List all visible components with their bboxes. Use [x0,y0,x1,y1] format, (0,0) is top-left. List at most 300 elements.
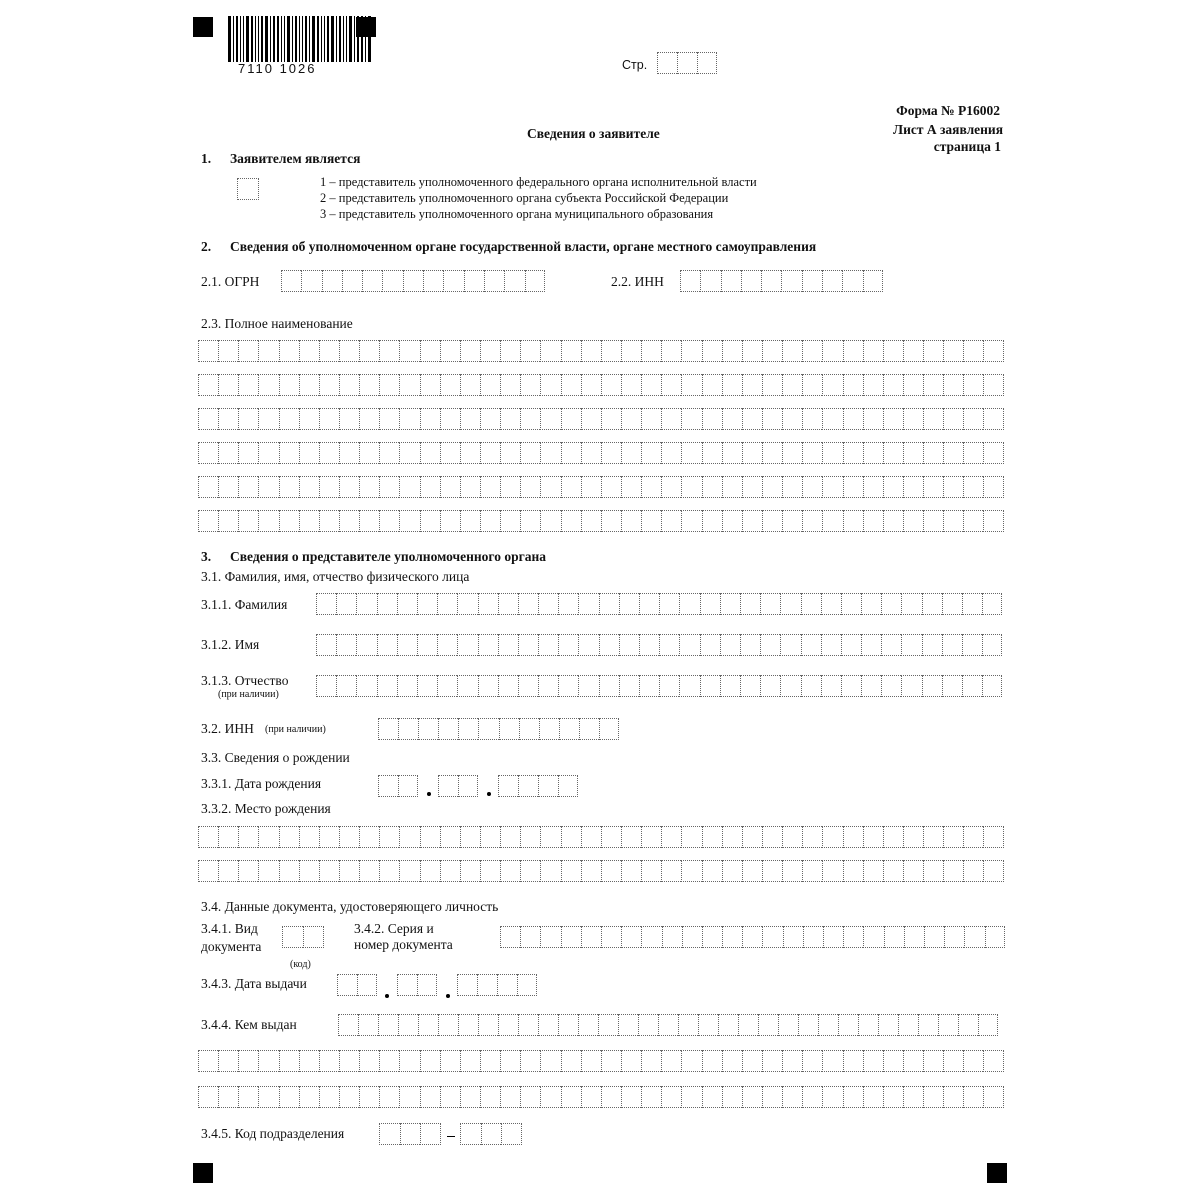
input-cell[interactable] [762,374,782,396]
input-cell[interactable] [399,408,419,430]
input-cell[interactable] [238,510,258,532]
input-cell[interactable] [943,476,963,498]
input-cell[interactable] [883,510,903,532]
input-cell[interactable] [762,408,782,430]
input-cell[interactable] [780,634,800,656]
input-cell[interactable] [423,270,443,292]
input-cell[interactable] [500,374,520,396]
input-cell[interactable] [218,476,238,498]
input-cell[interactable] [520,374,540,396]
input-cell[interactable] [883,374,903,396]
input-cell[interactable] [218,510,238,532]
input-cell[interactable] [903,1086,923,1108]
input-cell[interactable] [798,1014,818,1036]
input-cell[interactable] [823,926,843,948]
input-cell[interactable] [540,826,560,848]
input-cell[interactable] [985,926,1005,948]
input-cell[interactable] [520,340,540,362]
input-cell[interactable] [359,340,379,362]
input-cell[interactable] [460,510,480,532]
input-cell[interactable] [420,408,440,430]
input-cell[interactable] [801,675,821,697]
input-cell[interactable] [760,593,780,615]
input-cell[interactable] [641,1050,661,1072]
input-cell[interactable] [558,634,578,656]
input-cell[interactable] [983,476,1003,498]
input-cell[interactable] [722,826,742,848]
input-cell[interactable] [578,593,598,615]
input-cell[interactable] [480,860,500,882]
input-cell[interactable] [983,510,1003,532]
input-cell[interactable] [762,510,782,532]
input-cell[interactable] [923,442,943,464]
input-cell[interactable] [702,408,722,430]
input-cell[interactable] [500,408,520,430]
input-cell[interactable] [983,1086,1003,1108]
input-cell[interactable] [238,826,258,848]
dept-code-part-2[interactable] [460,1123,522,1145]
input-cell[interactable] [638,1014,658,1036]
input-cell[interactable] [438,1014,458,1036]
input-cell[interactable] [963,1050,983,1072]
input-cell[interactable] [782,1050,802,1072]
input-cell[interactable] [760,634,780,656]
input-cell[interactable] [520,510,540,532]
input-cell[interactable] [359,442,379,464]
input-cell[interactable] [761,270,781,292]
input-cell[interactable] [641,476,661,498]
input-cell[interactable] [762,442,782,464]
input-cell[interactable] [661,340,681,362]
input-cell[interactable] [681,1086,701,1108]
input-cell[interactable] [480,374,500,396]
input-cell[interactable] [861,634,881,656]
input-cell[interactable] [702,476,722,498]
input-cell[interactable] [639,675,659,697]
input-cell[interactable] [983,374,1003,396]
input-cell[interactable] [539,718,559,740]
input-cell[interactable] [540,860,560,882]
input-cell[interactable] [581,408,601,430]
input-cell[interactable] [601,340,621,362]
input-cell[interactable] [963,860,983,882]
input-cell[interactable] [681,408,701,430]
input-cell[interactable] [742,476,762,498]
input-cell[interactable] [903,442,923,464]
input-cell[interactable] [518,634,538,656]
input-cell[interactable] [782,826,802,848]
input-cell[interactable] [359,374,379,396]
input-cell[interactable] [822,860,842,882]
input-cell[interactable] [518,593,538,615]
input-cell[interactable] [601,408,621,430]
input-cell[interactable] [843,374,863,396]
input-cell[interactable] [821,675,841,697]
input-cell[interactable] [702,510,722,532]
input-cell[interactable] [420,1086,440,1108]
input-cell[interactable] [198,476,218,498]
input-cell[interactable] [420,374,440,396]
input-cell[interactable] [863,270,883,292]
input-cell[interactable] [841,593,861,615]
surname-field[interactable] [316,593,1002,615]
input-cell[interactable] [802,442,822,464]
input-cell[interactable] [379,510,399,532]
input-cell[interactable] [738,1014,758,1036]
input-cell[interactable] [379,826,399,848]
input-cell[interactable] [677,52,697,74]
input-cell[interactable] [420,1050,440,1072]
input-cell[interactable] [843,926,863,948]
person-inn-field[interactable] [378,718,619,740]
input-cell[interactable] [881,675,901,697]
input-cell[interactable] [843,408,863,430]
input-cell[interactable] [581,926,601,948]
input-cell[interactable] [558,775,578,797]
input-cell[interactable] [943,826,963,848]
input-cell[interactable] [382,270,402,292]
input-cell[interactable] [238,442,258,464]
input-cell[interactable] [782,1086,802,1108]
input-cell[interactable] [863,408,883,430]
input-cell[interactable] [720,634,740,656]
input-cell[interactable] [702,442,722,464]
input-cell[interactable] [500,1086,520,1108]
input-cell[interactable] [457,593,477,615]
input-cell[interactable] [520,442,540,464]
input-cell[interactable] [500,510,520,532]
input-cell[interactable] [299,442,319,464]
input-cell[interactable] [641,1086,661,1108]
input-cell[interactable] [581,374,601,396]
input-cell[interactable] [962,675,982,697]
input-cell[interactable] [598,1014,618,1036]
input-cell[interactable] [438,775,458,797]
input-cell[interactable] [958,1014,978,1036]
input-cell[interactable] [722,510,742,532]
input-cell[interactable] [299,374,319,396]
input-cell[interactable] [982,634,1002,656]
input-cell[interactable] [218,442,238,464]
input-cell[interactable] [279,476,299,498]
input-cell[interactable] [440,1086,460,1108]
input-cell[interactable] [621,860,641,882]
input-cell[interactable] [258,408,278,430]
input-cell[interactable] [379,340,399,362]
input-cell[interactable] [359,860,379,882]
input-cell[interactable] [500,1050,520,1072]
input-cell[interactable] [697,52,717,74]
input-cell[interactable] [397,593,417,615]
input-cell[interactable] [399,442,419,464]
input-cell[interactable] [922,675,942,697]
input-cell[interactable] [258,476,278,498]
input-cell[interactable] [963,510,983,532]
input-cell[interactable] [319,374,339,396]
input-cell[interactable] [681,374,701,396]
input-cell[interactable] [258,340,278,362]
input-cell[interactable] [778,1014,798,1036]
input-cell[interactable] [339,1086,359,1108]
input-cell[interactable] [599,718,619,740]
input-cell[interactable] [903,510,923,532]
input-cell[interactable] [458,718,478,740]
input-cell[interactable] [581,1086,601,1108]
input-cell[interactable] [417,675,437,697]
input-cell[interactable] [460,408,480,430]
input-cell[interactable] [498,1014,518,1036]
input-cell[interactable] [316,634,336,656]
input-cell[interactable] [339,340,359,362]
input-cell[interactable] [501,1123,522,1145]
input-cell[interactable] [481,1123,502,1145]
input-cell[interactable] [464,270,484,292]
input-cell[interactable] [417,974,437,996]
input-cell[interactable] [601,1086,621,1108]
input-cell[interactable] [822,270,842,292]
input-cell[interactable] [500,476,520,498]
input-cell[interactable] [379,1123,400,1145]
input-cell[interactable] [843,442,863,464]
input-cell[interactable] [460,374,480,396]
input-cell[interactable] [822,476,842,498]
input-cell[interactable] [783,926,803,948]
input-cell[interactable] [579,718,599,740]
input-cell[interactable] [962,593,982,615]
input-cell[interactable] [982,593,1002,615]
input-cell[interactable] [440,510,460,532]
input-cell[interactable] [279,442,299,464]
input-cell[interactable] [258,442,278,464]
input-cell[interactable] [843,340,863,362]
input-cell[interactable] [942,634,962,656]
input-cell[interactable] [319,1086,339,1108]
input-cell[interactable] [540,442,560,464]
input-cell[interactable] [440,340,460,362]
input-cell[interactable] [339,826,359,848]
input-cell[interactable] [198,860,218,882]
input-cell[interactable] [520,1050,540,1072]
input-cell[interactable] [678,1014,698,1036]
input-cell[interactable] [519,718,539,740]
input-cell[interactable] [702,926,722,948]
input-cell[interactable] [782,408,802,430]
input-cell[interactable] [316,593,336,615]
input-cell[interactable] [238,374,258,396]
input-cell[interactable] [359,476,379,498]
input-cell[interactable] [478,718,498,740]
input-cell[interactable] [316,675,336,697]
input-cell[interactable] [238,1050,258,1072]
input-cell[interactable] [898,1014,918,1036]
input-cell[interactable] [500,860,520,882]
input-cell[interactable] [621,374,641,396]
input-cell[interactable] [943,1086,963,1108]
input-cell[interactable] [581,510,601,532]
input-cell[interactable] [561,374,581,396]
input-cell[interactable] [841,634,861,656]
input-cell[interactable] [520,860,540,882]
input-cell[interactable] [963,408,983,430]
input-cell[interactable] [460,860,480,882]
input-cell[interactable] [861,593,881,615]
input-cell[interactable] [319,476,339,498]
input-cell[interactable] [480,1086,500,1108]
input-cell[interactable] [983,408,1003,430]
input-cell[interactable] [943,374,963,396]
input-cell[interactable] [540,374,560,396]
input-cell[interactable] [722,926,742,948]
input-cell[interactable] [258,1086,278,1108]
input-cell[interactable] [359,1050,379,1072]
input-cell[interactable] [198,408,218,430]
input-cell[interactable] [621,408,641,430]
input-cell[interactable] [301,270,321,292]
input-cell[interactable] [520,476,540,498]
input-cell[interactable] [903,826,923,848]
input-cell[interactable] [782,340,802,362]
input-cell[interactable] [398,1014,418,1036]
input-cell[interactable] [218,340,238,362]
input-cell[interactable] [440,442,460,464]
input-cell[interactable] [561,476,581,498]
input-cell[interactable] [437,593,457,615]
input-cell[interactable] [679,634,699,656]
input-cell[interactable] [319,860,339,882]
input-cell[interactable] [741,270,761,292]
input-cell[interactable] [460,826,480,848]
input-cell[interactable] [319,510,339,532]
input-cell[interactable] [742,826,762,848]
input-cell[interactable] [943,1050,963,1072]
input-cell[interactable] [558,675,578,697]
input-cell[interactable] [721,270,741,292]
input-cell[interactable] [964,926,984,948]
input-cell[interactable] [319,442,339,464]
input-cell[interactable] [440,374,460,396]
input-cell[interactable] [319,408,339,430]
input-cell[interactable] [258,1050,278,1072]
input-cell[interactable] [762,476,782,498]
input-cell[interactable] [561,510,581,532]
input-cell[interactable] [478,634,498,656]
input-cell[interactable] [923,1050,943,1072]
input-cell[interactable] [520,1086,540,1108]
input-cell[interactable] [883,442,903,464]
input-cell[interactable] [198,1086,218,1108]
input-cell[interactable] [922,593,942,615]
input-cell[interactable] [379,1086,399,1108]
input-cell[interactable] [218,860,238,882]
input-cell[interactable] [903,860,923,882]
input-cell[interactable] [379,476,399,498]
input-cell[interactable] [878,1014,898,1036]
input-cell[interactable] [399,476,419,498]
input-cell[interactable] [661,1050,681,1072]
input-cell[interactable] [504,270,524,292]
input-cell[interactable] [237,178,259,200]
input-cell[interactable] [460,1050,480,1072]
input-cell[interactable] [601,826,621,848]
input-cell[interactable] [702,860,722,882]
input-cell[interactable] [599,675,619,697]
full-name-row-6[interactable] [198,510,1004,532]
input-cell[interactable] [619,593,639,615]
input-cell[interactable] [843,1050,863,1072]
input-cell[interactable] [782,374,802,396]
input-cell[interactable] [621,1050,641,1072]
input-cell[interactable] [377,634,397,656]
input-cell[interactable] [420,826,440,848]
input-cell[interactable] [540,1050,560,1072]
input-cell[interactable] [681,340,701,362]
input-cell[interactable] [218,374,238,396]
input-cell[interactable] [722,1050,742,1072]
input-cell[interactable] [681,442,701,464]
input-cell[interactable] [802,860,822,882]
input-cell[interactable] [440,408,460,430]
input-cell[interactable] [500,926,520,948]
input-cell[interactable] [218,826,238,848]
input-cell[interactable] [983,340,1003,362]
input-cell[interactable] [883,1050,903,1072]
input-cell[interactable] [498,593,518,615]
input-cell[interactable] [901,675,921,697]
input-cell[interactable] [843,1086,863,1108]
full-name-row-3[interactable] [198,408,1004,430]
input-cell[interactable] [843,476,863,498]
input-cell[interactable] [923,510,943,532]
input-cell[interactable] [397,675,417,697]
input-cell[interactable] [561,826,581,848]
input-cell[interactable] [942,593,962,615]
input-cell[interactable] [460,1086,480,1108]
input-cell[interactable] [520,826,540,848]
input-cell[interactable] [661,826,681,848]
input-cell[interactable] [517,974,537,996]
input-cell[interactable] [520,926,540,948]
input-cell[interactable] [299,1086,319,1108]
input-cell[interactable] [639,593,659,615]
input-cell[interactable] [379,442,399,464]
input-cell[interactable] [379,860,399,882]
input-cell[interactable] [457,675,477,697]
input-cell[interactable] [903,374,923,396]
full-name-row-2[interactable] [198,374,1004,396]
input-cell[interactable] [883,340,903,362]
input-cell[interactable] [303,926,324,948]
input-cell[interactable] [601,926,621,948]
input-cell[interactable] [923,340,943,362]
input-cell[interactable] [378,1014,398,1036]
input-cell[interactable] [681,860,701,882]
input-cell[interactable] [942,675,962,697]
input-cell[interactable] [702,1086,722,1108]
input-cell[interactable] [218,408,238,430]
input-cell[interactable] [621,1086,641,1108]
input-cell[interactable] [356,675,376,697]
input-cell[interactable] [258,826,278,848]
input-cell[interactable] [238,860,258,882]
input-cell[interactable] [963,340,983,362]
input-cell[interactable] [359,510,379,532]
input-cell[interactable] [417,593,437,615]
input-cell[interactable] [762,1050,782,1072]
input-cell[interactable] [601,476,621,498]
input-cell[interactable] [679,675,699,697]
input-cell[interactable] [618,1014,638,1036]
input-cell[interactable] [581,1050,601,1072]
